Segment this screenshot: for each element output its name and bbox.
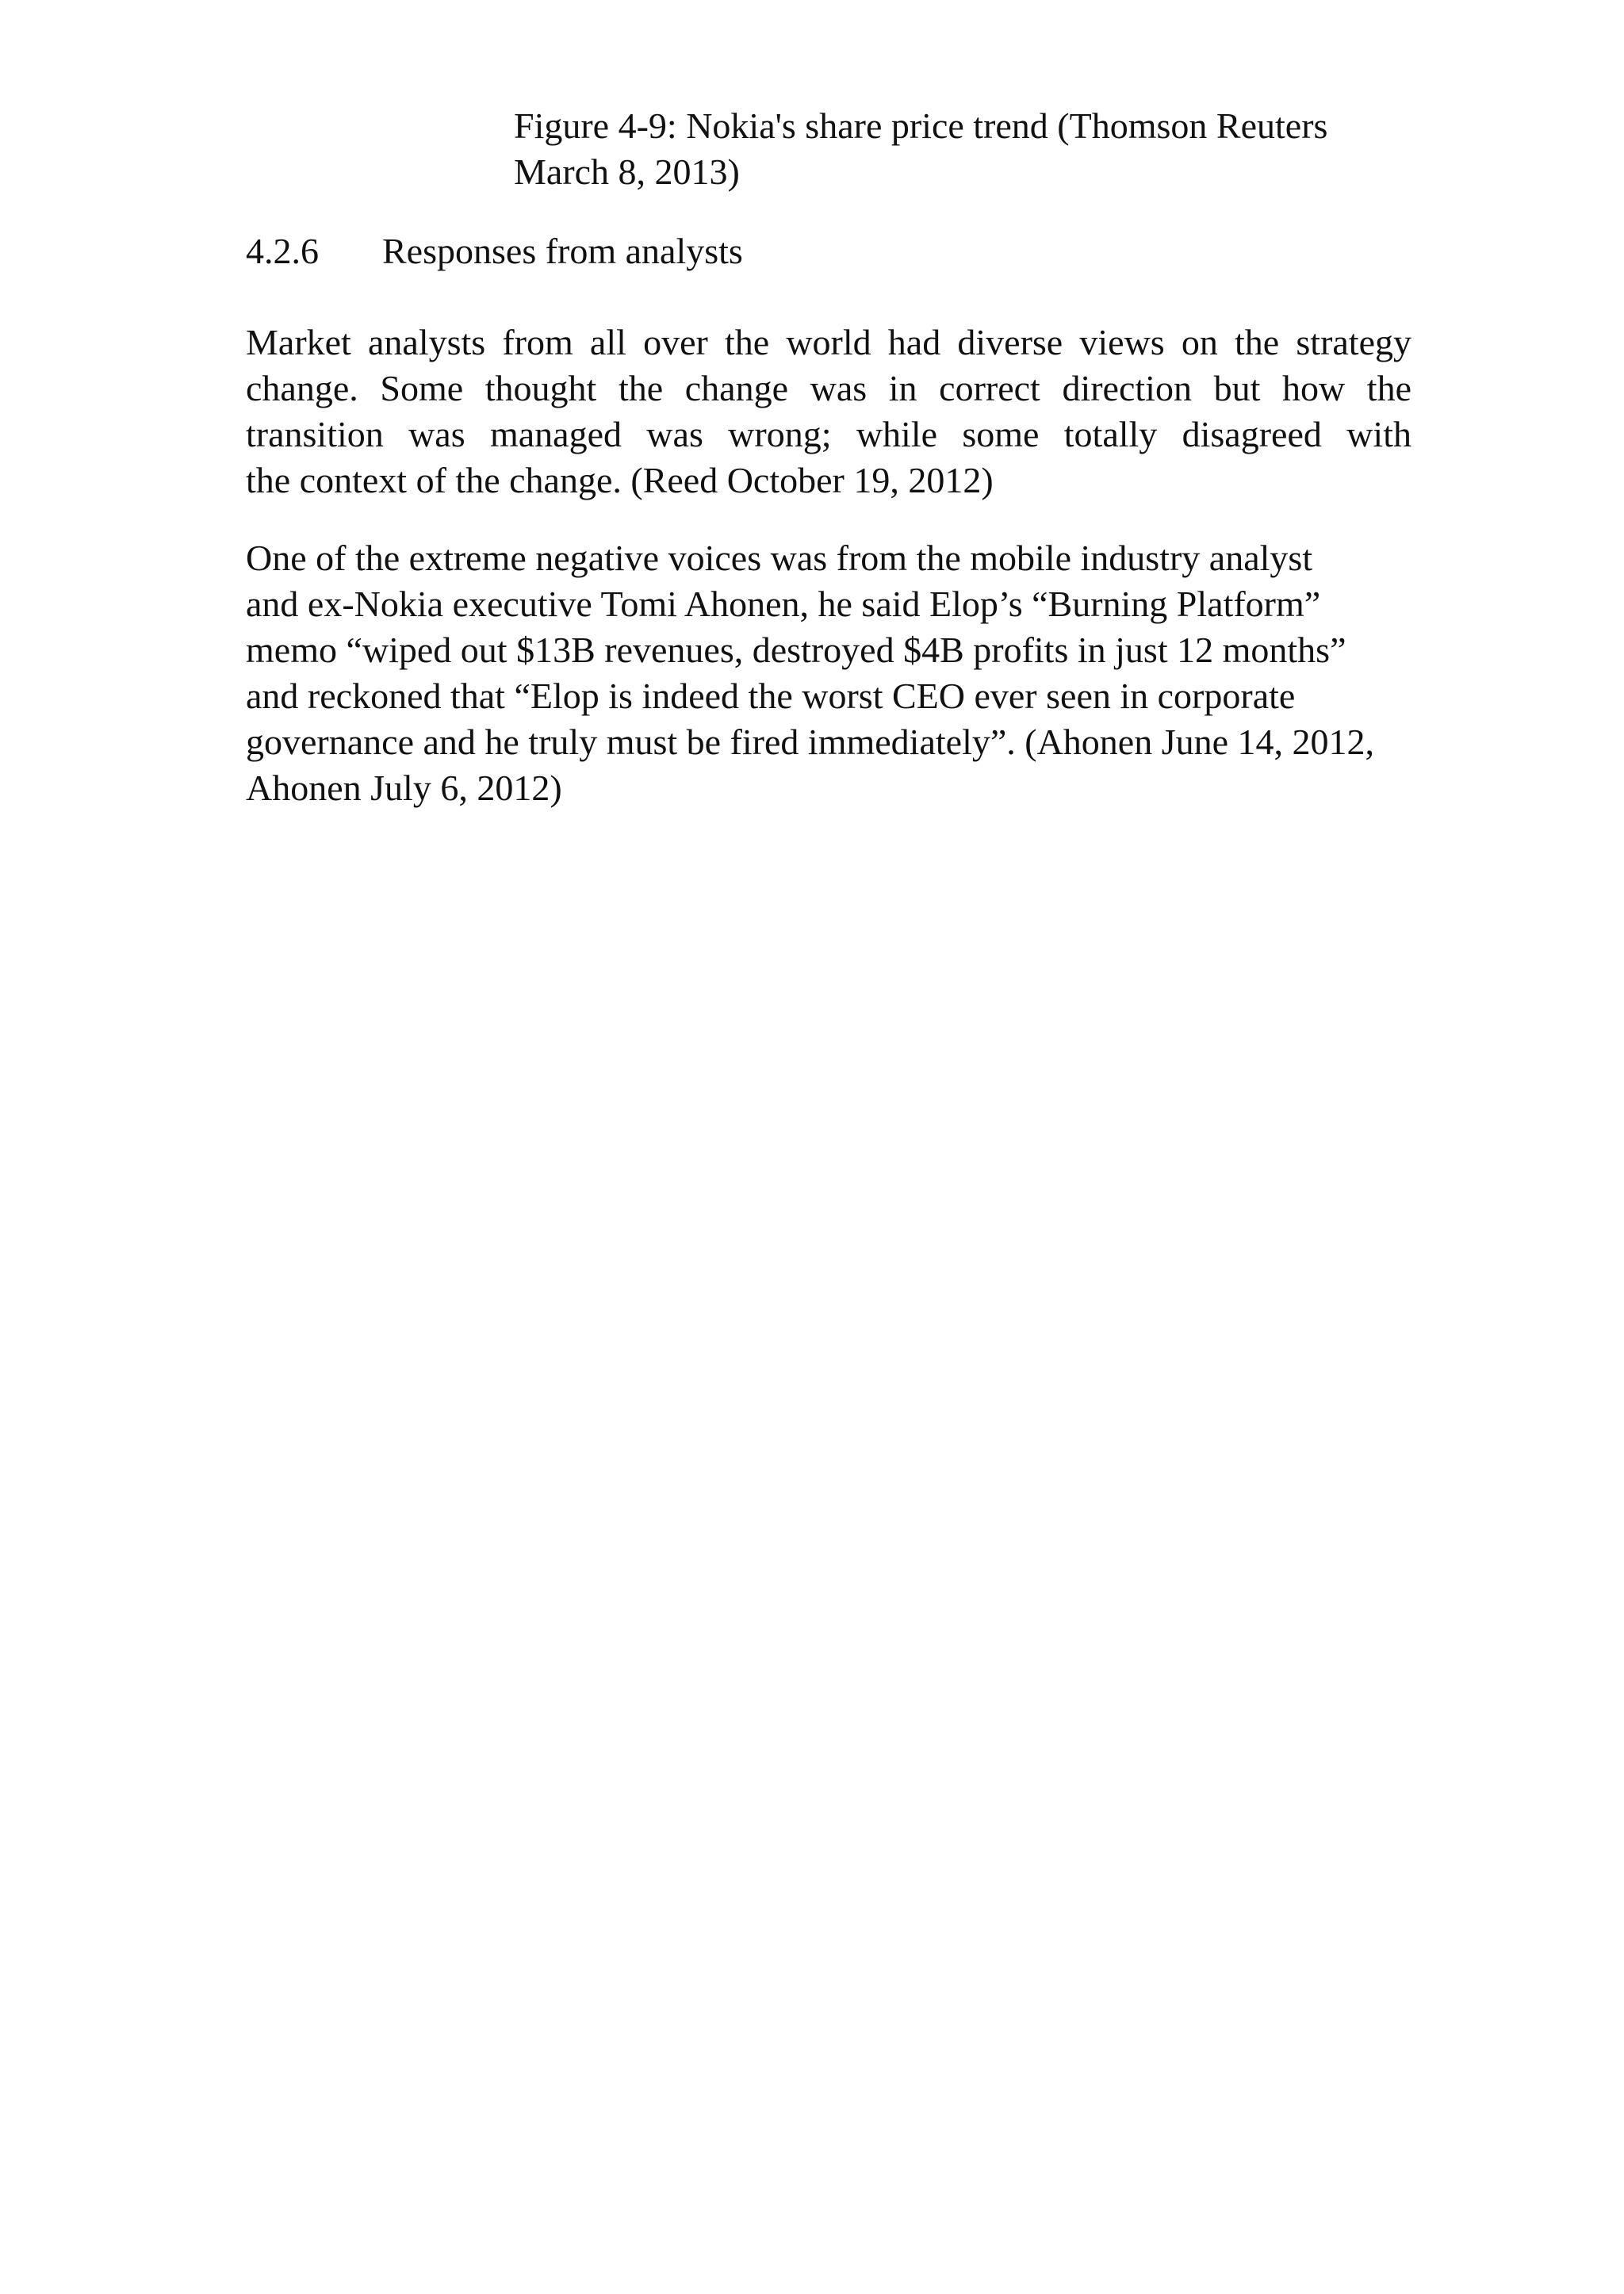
figure-caption-line: Figure 4-9: Nokia's share price trend (Thomson Reuters — [514, 105, 1328, 146]
paragraph-line: Ahonen July 6, 2012) — [246, 768, 562, 808]
paragraph-line: the context of the change. (Reed October 19, 2012) — [246, 460, 994, 500]
section-heading — [246, 228, 743, 274]
paragraph-line: and reckoned that “Elop is indeed the worst CEO ever seen in corporate — [246, 676, 1296, 716]
paragraph-line: change. Some thought the change was in correct direction but how the — [246, 368, 1411, 408]
paragraph-line: One of the extreme negative voices was from the mobile industry analyst — [246, 538, 1313, 578]
figure-caption-line: March 8, 2013) — [514, 151, 740, 192]
section-number: 4.2.6 — [246, 231, 319, 271]
paragraph-line: and ex-Nokia executive Tomi Ahonen, he said Elop’s “Burning Platform” — [246, 584, 1321, 624]
figure-caption — [514, 103, 1434, 195]
paragraph-line: governance and he truly must be fired immediately”. (Ahonen June 14, 2012, — [246, 722, 1375, 762]
paragraph-analyst-views — [246, 320, 1411, 504]
paragraph-line: transition was managed was wrong; while some totally disagreed with — [246, 414, 1411, 454]
paragraph-ahonen-quote — [246, 535, 1435, 811]
paragraph-line: Market analysts from all over the world had diverse views on the strategy — [246, 322, 1411, 362]
section-title: Responses from analysts — [382, 231, 743, 271]
paragraph-line: memo “wiped out $13B revenues, destroyed $4B profits in just 12 months” — [246, 630, 1346, 670]
